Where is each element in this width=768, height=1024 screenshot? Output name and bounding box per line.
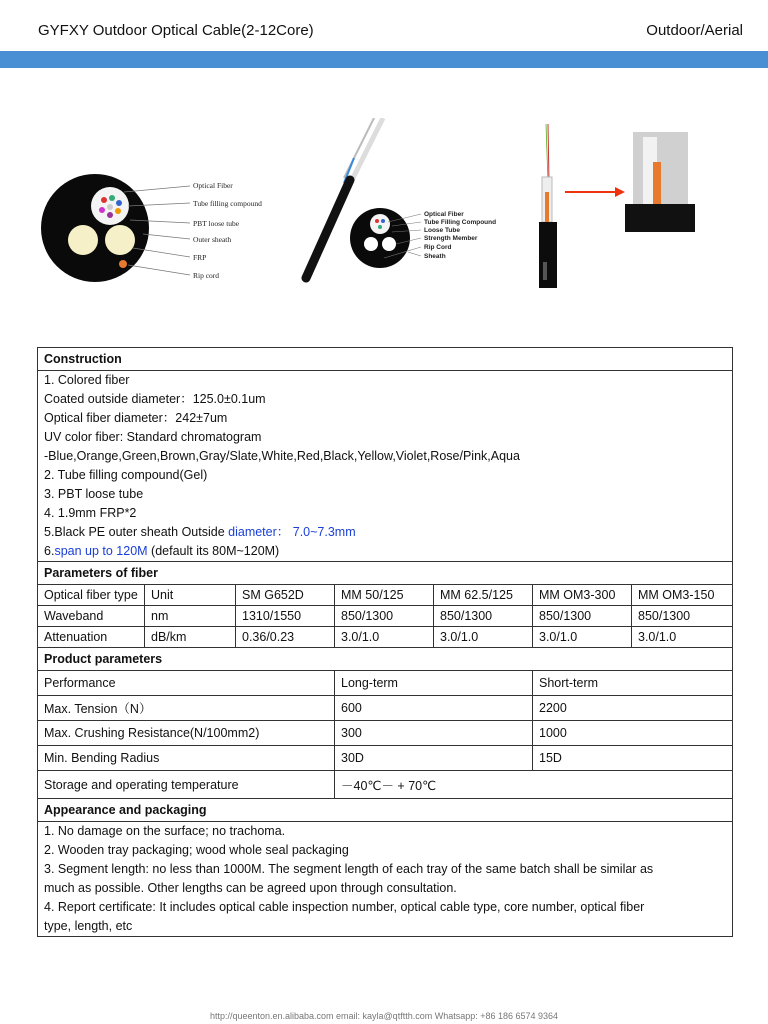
table-cell: Optical fiber type [38,585,145,606]
construction-body [38,371,733,562]
fig2-label-rip-cord: Rip Cord [424,244,452,251]
table-cell: 1310/1550 [236,606,335,627]
spec-table [37,347,733,937]
table-cell: 300 [335,721,533,746]
table-row [38,627,733,648]
table-cell: Unit [145,585,236,606]
table-cell: MM 50/125 [335,585,434,606]
construction-line-6 [44,542,726,561]
table-cell: Performance [38,671,335,696]
footer-contact: http://queenton.en.alibaba.com email: kayla@qtftth.com Whatsapp: +86 186 6574 9364 [209,1011,559,1021]
table-cell: MM OM3-150 [632,585,733,606]
stripped-cable-figure [525,122,745,290]
construction-line: 2. Tube filling compound(Gel) [44,468,208,482]
appearance-line: much as possible. Other lengths can be agreed upon through consultation. [44,881,457,895]
line5-diameter: diameter： 7.0~7.3mm [228,525,356,539]
document-title: GYFXY Outdoor Optical Cable(2-12Core) [38,22,314,39]
construction-line: 4. 1.9mm FRP*2 [44,506,137,520]
table-row [38,771,733,799]
fig1-label-outer-sheath: Outer sheath [193,235,232,244]
fig2-label-tube-filling: Tube Filling Compound [424,219,497,226]
table-cell: 3.0/1.0 [533,627,632,648]
table-row [38,696,733,721]
table-cell: nm [145,606,236,627]
table-cell: SM G652D [236,585,335,606]
table-cell: 3.0/1.0 [632,627,733,648]
construction-line: -Blue,Orange,Green,Brown,Gray/Slate,White,Red,Black,Yellow,Violet,Rose/Pink,Aqua [44,449,520,463]
line5-prefix: 5.Black PE outer sheath Outside [44,525,229,539]
fig1-label-pbt-tube: PBT loose tube [193,219,240,228]
temperature-value: －40℃－ + 70℃ [335,771,733,799]
table-row [38,585,733,606]
table-cell: 850/1300 [533,606,632,627]
category-label: Outdoor/Aerial [646,22,743,39]
appearance-line: 4. Report certificate: It includes optical cable inspection number, optical cable type, core number, optical fiber [44,900,645,914]
table-cell: MM 62.5/125 [434,585,533,606]
header-bar [0,51,768,68]
table-cell: Long-term [335,671,533,696]
construction-line: 3. PBT loose tube [44,487,144,501]
fig1-label-frp: FRP [193,253,207,262]
table-cell: 600 [335,696,533,721]
table-cell: 850/1300 [434,606,533,627]
table-cell: Attenuation [38,627,145,648]
fig1-label-optical-fiber: Optical Fiber [193,181,233,190]
construction-line-5 [44,523,726,542]
table-cell: 3.0/1.0 [335,627,434,648]
table-cell: 3.0/1.0 [434,627,533,648]
fig1-label-tube-filling: Tube filling compound [193,199,262,208]
fig2-label-sheath: Sheath [424,253,446,260]
construction-line: Coated outside diameter：125.0±0.1um [44,392,266,406]
table-row [38,606,733,627]
appearance-body [38,822,733,937]
cable-cross-section-figure [38,170,288,295]
table-cell: 850/1300 [335,606,434,627]
table-row [38,671,733,696]
construction-line: Optical fiber diameter：242±7um [44,411,228,425]
table-row [38,721,733,746]
table-cell: Max. Tension（N） [38,696,335,721]
table-cell: 2200 [533,696,733,721]
line6-suffix: (default its 80M~120M) [147,544,280,558]
construction-heading: Construction [38,348,733,371]
temperature-label: Storage and operating temperature [38,771,335,799]
cable-photo-figure [288,118,518,308]
construction-line: 1. Colored fiber [44,373,130,387]
appearance-heading: Appearance and packaging [38,799,733,822]
product-params-heading: Product parameters [38,648,733,671]
line6-prefix: 6. [44,544,55,558]
table-cell: Max. Crushing Resistance(N/100mm2) [38,721,335,746]
table-cell: 1000 [533,721,733,746]
table-cell: 15D [533,746,733,771]
table-cell: Short-term [533,671,733,696]
table-cell: MM OM3-300 [533,585,632,606]
table-row [38,746,733,771]
fig2-label-optical-fiber: Optical Fiber [424,211,464,218]
table-cell: 30D [335,746,533,771]
fiber-params-heading: Parameters of fiber [38,562,733,585]
appearance-line: 3. Segment length: no less than 1000M. The segment length of each tray of the same batch shall be similar as [44,862,654,876]
appearance-line: 2. Wooden tray packaging; wood whole seal packaging [44,843,349,857]
table-cell: Waveband [38,606,145,627]
table-cell: 850/1300 [632,606,733,627]
table-cell: 0.36/0.23 [236,627,335,648]
table-cell: Min. Bending Radius [38,746,335,771]
construction-line: UV color fiber: Standard chromatogram [44,430,262,444]
table-cell: dB/km [145,627,236,648]
appearance-line: 1. No damage on the surface; no trachoma. [44,824,286,838]
line6-span: span up to 120M [54,544,148,558]
appearance-line: type, length, etc [44,919,133,933]
fig2-label-strength-member: Strength Member [424,235,478,242]
fig1-label-rip-cord: Rip cord [193,271,220,280]
fig2-label-loose-tube: Loose Tube [424,227,460,234]
